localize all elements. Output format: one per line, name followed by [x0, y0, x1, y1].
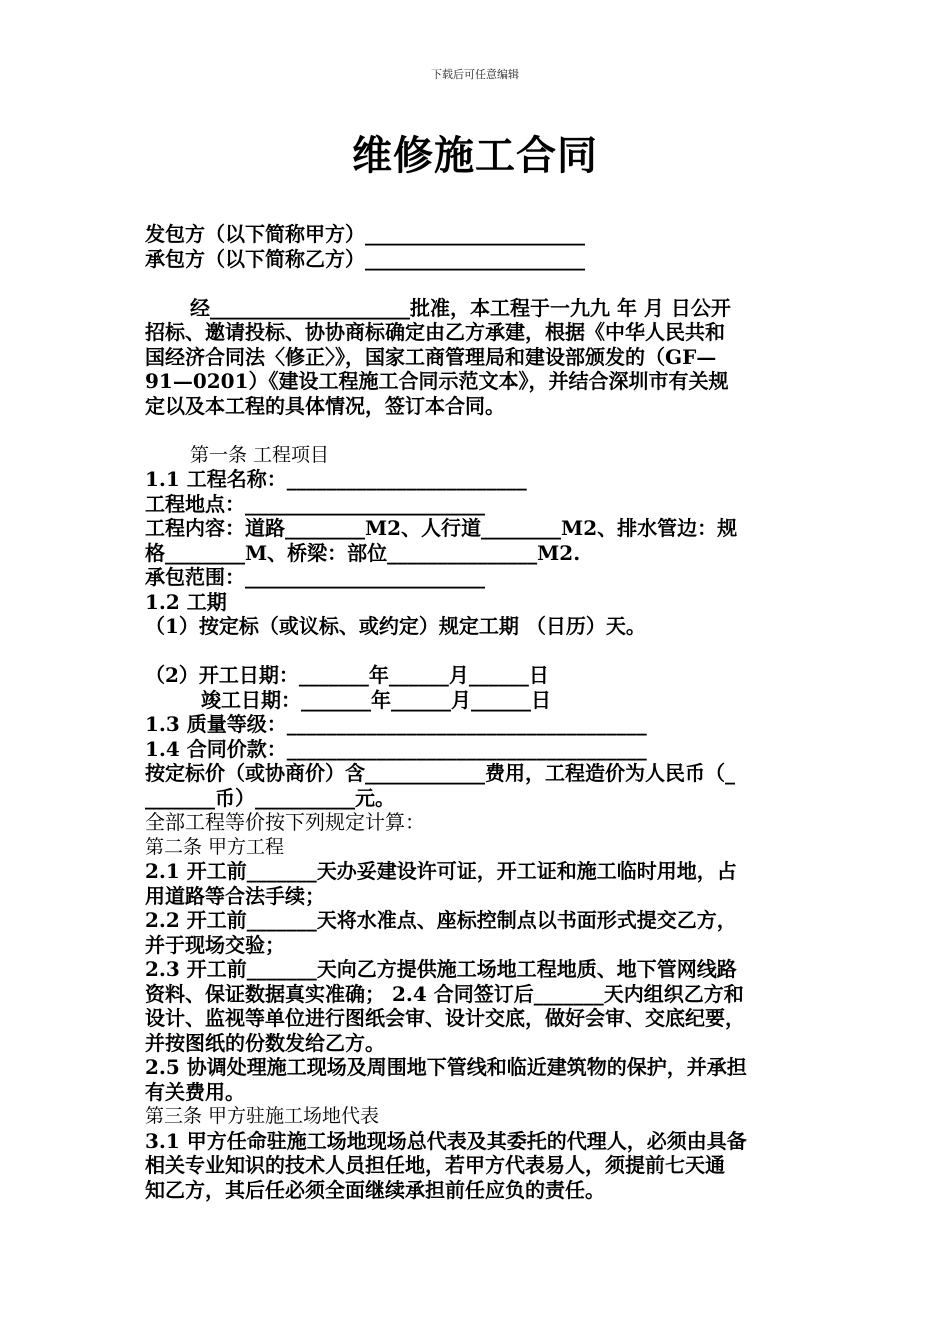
party-a-line: 发包方（以下简称甲方）______________________: [145, 222, 585, 246]
clause-2-2: 并于现场交验；: [145, 932, 285, 957]
clause-2-4: 并按图纸的份数发给乙方。: [145, 1030, 385, 1055]
intro-paragraph-line: 91—0201）《建设工程施工合同示范文本》，并结合深圳市有关规: [145, 369, 729, 393]
project-location-line: 工程地点：________________________: [145, 491, 485, 516]
duration-item-1: （1）按定标（或议标、或约定）规定工期 （日历）天。: [145, 614, 646, 638]
intro-paragraph-line: 经____________________批准，本工程于一九九 年 月 日公开: [190, 295, 731, 320]
clause-2-5: 2.5 协调处理施工现场及周围地下管线和临近建筑物的保护，并承担: [145, 1055, 747, 1079]
clause-2-2: 2.2 开工前_______天将水准点、座标控制点以书面形式提交乙方，: [145, 908, 737, 932]
price-detail-line: 按定标价（或协商价）含____________费用，工程造价为人民币（_: [145, 761, 735, 785]
quality-grade-line: 1.3 质量等级：____________________________________: [145, 712, 647, 736]
document-body: [145, 222, 825, 1202]
clause-3-1: 3.1 甲方任命驻施工场地现场总代表及其委托的代理人，必须由具备: [145, 1128, 747, 1153]
clause-3-1: 知乙方，其后任必须全面继续承担前任应负的责任。: [145, 1177, 605, 1202]
spacer: [145, 418, 825, 443]
spacer: [145, 271, 825, 296]
article-1-heading: 第一条 工程项目: [190, 443, 330, 466]
clause-3-1: 相关专业知识的技术人员担任地，若甲方代表易人，须提前七天通: [145, 1153, 725, 1177]
pricing-rule-line: 全部工程等价按下列规定计算：: [145, 810, 425, 834]
project-content-line: 格________M、桥梁：部位_______________M2.: [145, 540, 581, 565]
intro-paragraph-line: 招标、邀请投标、协协商标确定由乙方承建，根据《中华人民共和: [145, 320, 725, 344]
header-note: 下载后可任意编辑: [431, 68, 519, 81]
completion-date-line: 竣工日期：_______年______月______日: [201, 687, 551, 712]
intro-paragraph-line: 国经济合同法〈修正〉》，国家工商管理局和建设部颁发的（GF—: [145, 344, 717, 369]
article-3-heading: 第三条 甲方驻施工场地代表: [145, 1105, 380, 1127]
contract-price-line: 1.4 合同价款：____________________________________: [145, 736, 647, 761]
spacer: [145, 639, 825, 664]
clause-2-4: 设计、监视等单位进行图纸会审、设计交底，做好会审、交底纪要，: [145, 1006, 745, 1030]
project-name-line: 1.1 工程名称：________________________: [145, 467, 527, 491]
clause-2-1: 用道路等合法手续；: [145, 883, 325, 908]
duration-heading: 1.2 工期: [145, 589, 227, 614]
price-detail-line: _______币）__________元。: [145, 785, 395, 810]
article-2-heading: 第二条 甲方工程: [145, 835, 285, 858]
clause-2-5: 有关费用。: [145, 1079, 245, 1104]
intro-paragraph-line: 定以及本工程的具体情况，签订本合同。: [145, 393, 505, 418]
start-date-line: （2）开工日期：_______年______月______日: [145, 663, 549, 687]
clause-2-3: 2.3 开工前_______天向乙方提供施工场地工程地质、地下管网线路: [145, 957, 737, 981]
clause-2-3: 资料、保证数据真实准确； 2.4 合同签订后_______天内组织乙方和: [145, 981, 744, 1006]
clause-2-1: 2.1 开工前_______天办妥建设许可证，开工证和施工临时用地，占: [145, 859, 737, 883]
party-b-line: 承包方（以下简称乙方）______________________: [145, 246, 585, 271]
document-title: 维修施工合同: [352, 133, 598, 179]
contract-scope-line: 承包范围：________________________: [145, 565, 485, 589]
project-content-line: 工程内容：道路________M2、人行道________M2、排水管边：规: [145, 516, 738, 540]
